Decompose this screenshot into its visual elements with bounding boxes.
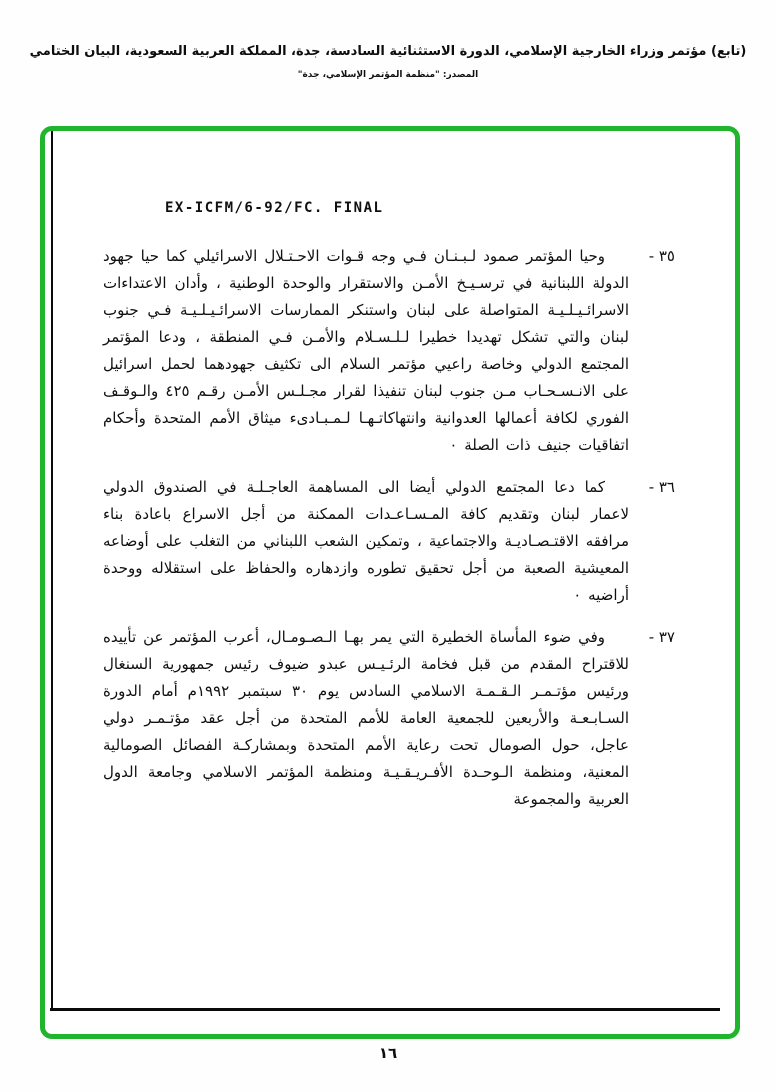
paragraph-36 xyxy=(103,474,675,609)
paragraph-number: ٣٦ - xyxy=(648,478,675,496)
document-body xyxy=(103,243,675,828)
document-code: EX-ICFM/6-92/FC. FINAL xyxy=(165,200,384,216)
paragraph-number: ٣٧ - xyxy=(648,628,675,646)
paragraph-text: وفي ضوء المأساة الخطيرة التي يمر بهـا الـصـومـال، أعرب المؤتمر عن تأييده للاقتراح المقدم من قبل فخامة الرئـيـس عبدو ضيوف رئيس جمهورية السنغال ورئيس مؤتـمـر الـقـمـة الاسلامي السادس يوم ٣٠ سبتمبر ١٩٩٢م أمام الدورة السـابـعـة والأربعين للجمعية العامة للأمم المتحدة من أجل عقد مؤتـمـر دولي عاجل، حول الصومال تحت رعاية الأمم المتحدة وبمشاركـة الفصائل الصومالية المعنية، ومنظمة الـوحـدة الأفـريـقـيـة ومنظمة المؤتمر الاسلامي وجامعة الدول العربية والمجموعة xyxy=(103,628,629,808)
header-source: المصدر: "منظمة المؤتمر الإسلامي، جدة" xyxy=(297,70,479,80)
page-header xyxy=(0,44,776,80)
header-title: (تابع) مؤتمر وزراء الخارجية الإسلامي، الدورة الاستثنائية السادسة، جدة، المملكة العربية السعودية، البيان الختامي xyxy=(29,44,747,59)
page-number: ١٦ xyxy=(378,1044,398,1062)
paragraph-35 xyxy=(103,243,675,459)
scan-edge-bottom xyxy=(50,1008,720,1011)
scan-frame xyxy=(40,126,740,1039)
paragraph-37 xyxy=(103,624,675,813)
scan-edge-left xyxy=(51,131,53,1008)
paragraph-number: ٣٥ - xyxy=(648,247,675,265)
paragraph-text: كما دعا المجتمع الدولي أيضا الى المساهمة العاجـلـة في الصندوق الدولي لاعمار لبنان وتقديم كافة المـسـاعـدات الممكنة من أجل الاسراع باعادة بناء مرافقه الاقتـصـاديـة والاجتماعية ، وتمكين الشعب اللبناني من التغلب على أوضاعه المعيشية الصعبة من أجل تحقيق تطوره وازدهاره والحفاظ على استقلاله ووحدة أراضيه ٠ xyxy=(103,478,629,604)
paragraph-text: وحيا المؤتمر صمود لـبـنـان فـي وجه قـوات الاحـتـلال الاسرائيلي كما حيا جهود الدولة اللبنانية في ترسـيـخ الأمـن والاستقرار والوحدة الوطنية ، وأدان الاعتداءات الاسرائـيـلـيـة المتواصلة على لبنان واستنكر الممارسات الاسرائـيـلـيـة فـي جنوب لبنان والتي تشكل تهديدا خطيرا لـلـسـلام والأمـن فـي المنطقة ، ودعا المؤتمر المجتمع الدولي وخاصة راعيي مؤتمر السلام الى تكثيف جهودهما لحمل اسرائيل على الانـسـحـاب مـن جنوب لبنان تنفيذا لقرار مجـلـس الأمـن رقـم ٤٢٥ والـوقـف الفوري لكافة أعمالها العدوانية وانتهاكاتـهـا لـمـبـادىء ميثاق الأمم المتحدة وأحكام اتفاقيات جنيف ذات الصلة ٠ xyxy=(103,247,629,454)
